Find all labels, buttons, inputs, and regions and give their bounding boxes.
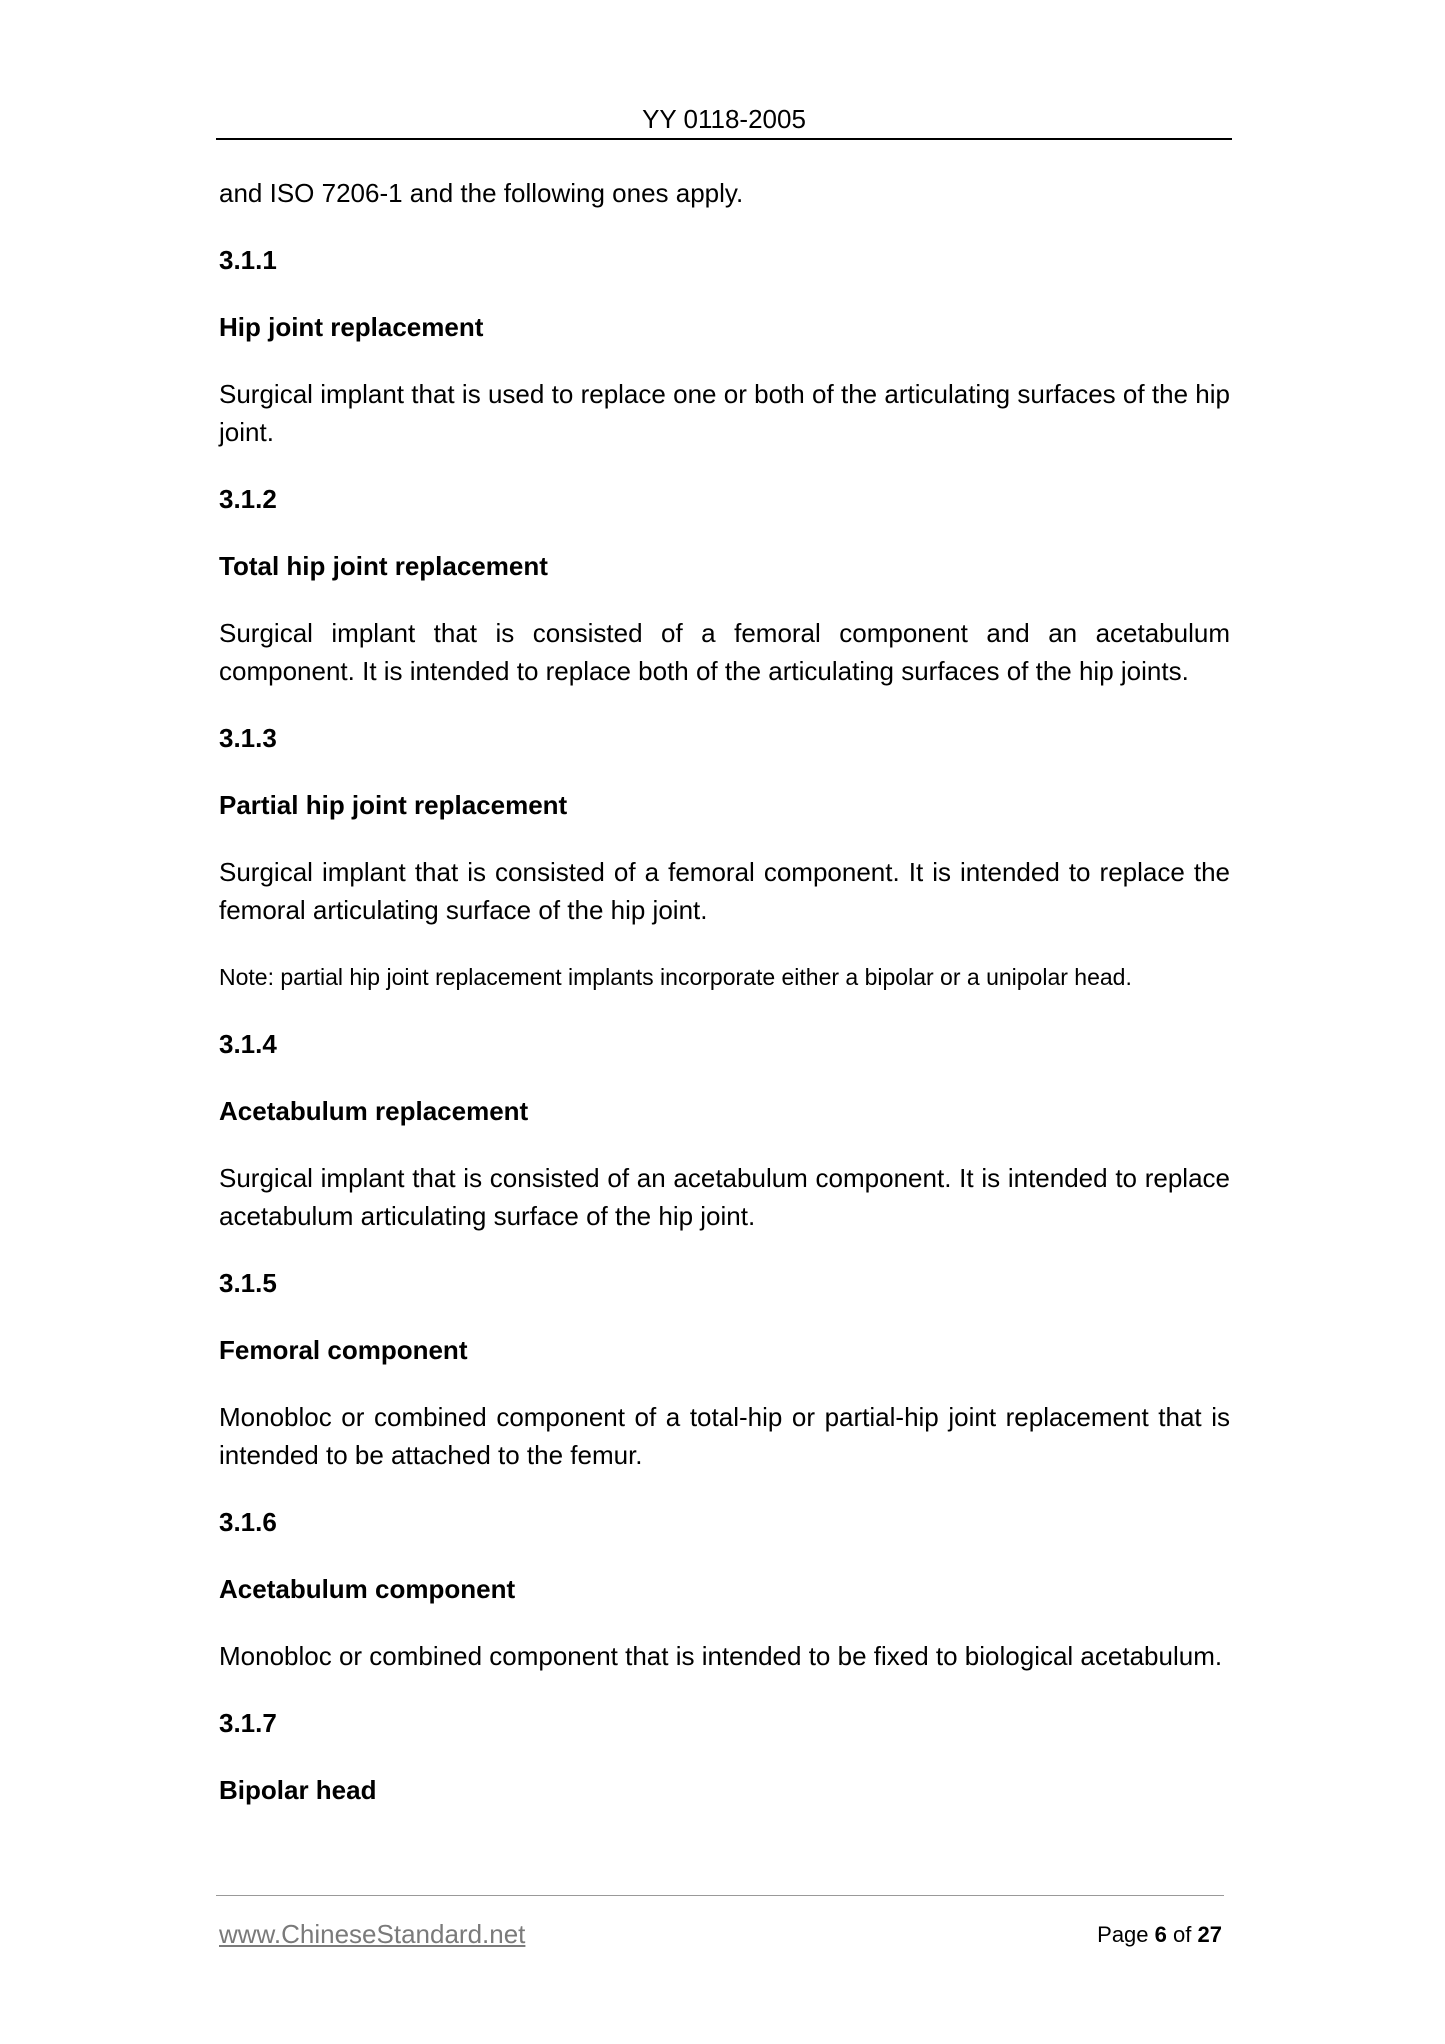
term-title: Acetabulum component — [219, 1574, 516, 1604]
term-title: Total hip joint replacement — [219, 551, 548, 581]
term-number: 3.1.5 — [219, 1268, 277, 1298]
page-total: 27 — [1197, 1922, 1222, 1947]
page-number — [1097, 1920, 1222, 1950]
document-body — [219, 174, 1230, 1838]
term-note: Note: partial hip joint replacement implants incorporate either a bipolar or a unipolar head. — [219, 964, 1132, 990]
term-definition: Monobloc or combined component of a total-hip or partial-hip joint replacement that is intended to be attached to the femur. — [219, 1402, 1230, 1470]
term-number: 3.1.7 — [219, 1708, 277, 1738]
term-title: Femoral component — [219, 1335, 468, 1365]
term-number: 3.1.6 — [219, 1507, 277, 1537]
page-of: of — [1173, 1922, 1192, 1947]
term-definition: Surgical implant that is used to replace one or both of the articulating surfaces of the hip joint. — [219, 379, 1230, 447]
term-definition: Monobloc or combined component that is intended to be fixed to biological acetabulum. — [219, 1641, 1223, 1671]
footer-divider — [216, 1895, 1224, 1896]
document-id: YY 0118-2005 — [642, 104, 806, 134]
page-header — [216, 100, 1232, 140]
page-current: 6 — [1154, 1922, 1167, 1947]
term-title: Acetabulum replacement — [219, 1096, 529, 1126]
intro-text: and ISO 7206-1 and the following ones apply. — [219, 178, 744, 208]
term-number: 3.1.2 — [219, 484, 277, 514]
term-number: 3.1.3 — [219, 723, 277, 753]
page-label: Page — [1097, 1922, 1149, 1947]
term-title: Partial hip joint replacement — [219, 790, 568, 820]
term-title: Bipolar head — [219, 1775, 377, 1805]
term-number: 3.1.1 — [219, 245, 277, 275]
term-definition: Surgical implant that is consisted of an acetabulum component. It is intended to replace acetabulum articulating surface of the hip joint. — [219, 1163, 1230, 1231]
term-number: 3.1.4 — [219, 1029, 277, 1059]
term-definition: Surgical implant that is consisted of a femoral component and an acetabulum component. It is intended to replace both of the articulating surfaces of the hip joints. — [219, 618, 1230, 686]
term-title: Hip joint replacement — [219, 312, 484, 342]
website-link[interactable]: www.ChineseStandard.net — [219, 1919, 526, 1949]
term-definition: Surgical implant that is consisted of a femoral component. It is intended to replace the femoral articulating surface of the hip joint. — [219, 857, 1230, 925]
